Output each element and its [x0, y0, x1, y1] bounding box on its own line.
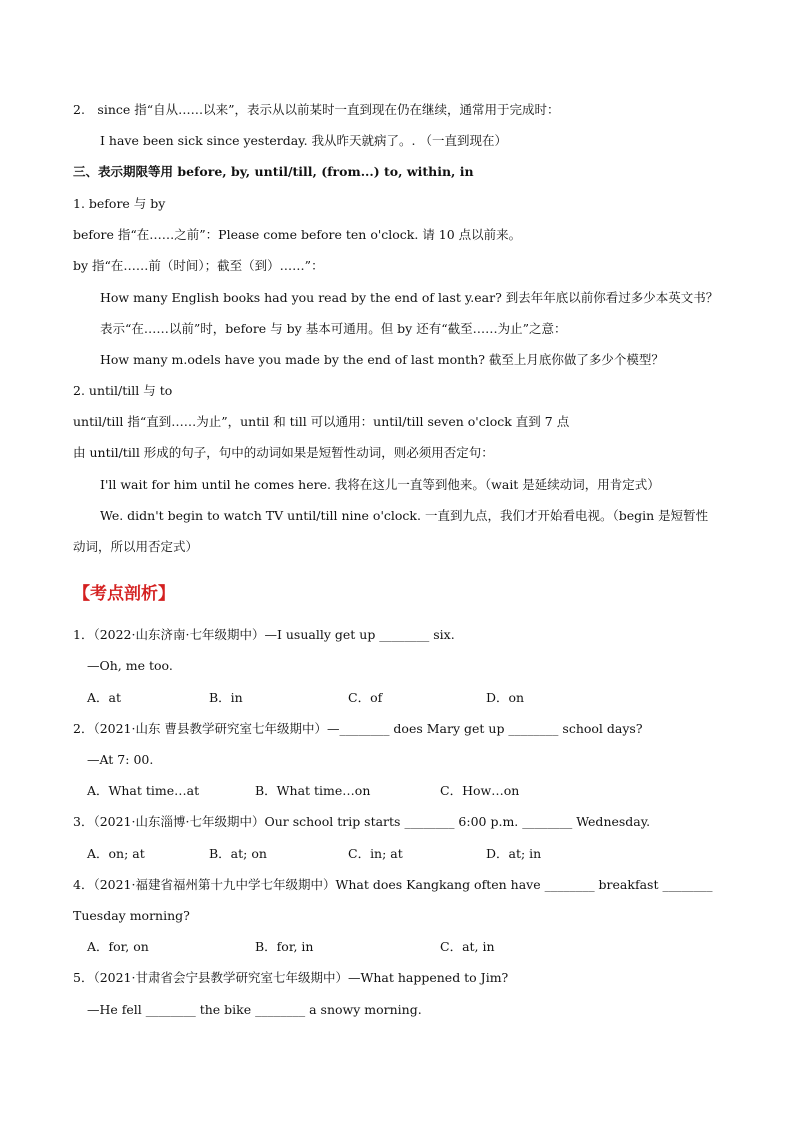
question-4-stem-continued: Tuesday morning? [73, 908, 190, 923]
question-2-stem: 2．（2021·山东 曹县教学研究室七年级期中）—________ does Mary get up ________ school days? [73, 721, 643, 736]
question-1-option-a[interactable]: A．at [87, 690, 122, 705]
question-1-option-d[interactable]: D．on [486, 690, 525, 705]
question-1-reply: —Oh, me too. [87, 658, 173, 673]
question-2-option-c[interactable]: C．How…on [440, 783, 520, 798]
by-example-2: How many m.odels have you made by the end of last month? 截至上月底你做了多少个模型？ [100, 352, 664, 367]
question-3-option-c[interactable]: C．in; at [348, 846, 403, 861]
question-3-option-d[interactable]: D．at; in [486, 846, 542, 861]
until-example-2-line-1: We. didn't begin to watch TV until/till nine o'clock. 一直到九点，我们才开始看电视。（begin 是短暂性 [100, 508, 709, 523]
until-rule: 由 until/till 形成的句子，句中的动词如果是短暂性动词，则必须用否定句： [73, 445, 494, 460]
question-2-reply: —At 7: 00. [87, 752, 154, 767]
question-4-option-a[interactable]: A．for, on [87, 939, 149, 954]
question-3-stem: 3．（2021·山东淄博·七年级期中）Our school trip starts ________ 6:00 p.m. ________ Wednesday. [73, 814, 651, 829]
question-1-stem: 1．（2022·山东济南·七年级期中）—I usually get up ________ six. [73, 627, 455, 642]
by-definition: by 指“在……前（时间）；截至（到）……”： [73, 258, 324, 273]
question-5-stem: 5．（2021·甘肃省会宁县教学研究室七年级期中）—What happened to Jim? [73, 970, 509, 985]
since-title: 2. since 指“自从……以来”，表示从以前某时一直到现在仍在继续，通常用于完成时： [73, 102, 560, 117]
question-2-option-b[interactable]: B．What time…on [255, 783, 371, 798]
until-title: 2. until/till 与 to [73, 383, 173, 398]
question-3-option-b[interactable]: B．at; on [209, 846, 267, 861]
since-example: I have been sick since yesterday. 我从昨天就病了。. （一直到现在） [100, 133, 507, 148]
question-4-stem: 4．（2021·福建省福州第十九中学七年级期中）What does Kangkang often have ________ breakfast ________ [73, 877, 713, 892]
question-1-option-c[interactable]: C．of [348, 690, 383, 705]
question-5-reply: —He fell ________ the bike ________ a snowy morning. [87, 1002, 422, 1017]
before-definition: before 指“在……之前”：Please come before ten o'clock. 请 10 点以前来。 [73, 227, 522, 242]
by-note: 表示“在……以前”时，before 与 by 基本可通用。但 by 还有“截至……为止”之意： [100, 321, 567, 336]
part3-heading: 三、表示期限等用 before, by, until/till, (from...) to, within, in [73, 164, 474, 179]
by-example-1: How many English books had you read by the end of last y.ear? 到去年年底以前你看过多少本英文书？ [100, 290, 719, 305]
question-1-option-b[interactable]: B．in [209, 690, 243, 705]
question-3-option-a[interactable]: A．on; at [87, 846, 145, 861]
question-2-option-a[interactable]: A．What time…at [87, 783, 200, 798]
until-example-2-line-2: 动词，所以用否定式） [73, 539, 199, 554]
until-example-1: I'll wait for him until he comes here. 我将在这儿一直等到他来。（wait 是延续动词，用肯定式） [100, 477, 660, 492]
until-definition: until/till 指“直到……为止”，until 和 till 可以通用：until/till seven o'clock 直到 7 点 [73, 414, 570, 429]
question-4-option-b[interactable]: B．for, in [255, 939, 314, 954]
before-by-title: 1. before 与 by [73, 196, 166, 211]
question-4-option-c[interactable]: C．at, in [440, 939, 495, 954]
section-title: 【考点剖析】 [73, 584, 175, 604]
